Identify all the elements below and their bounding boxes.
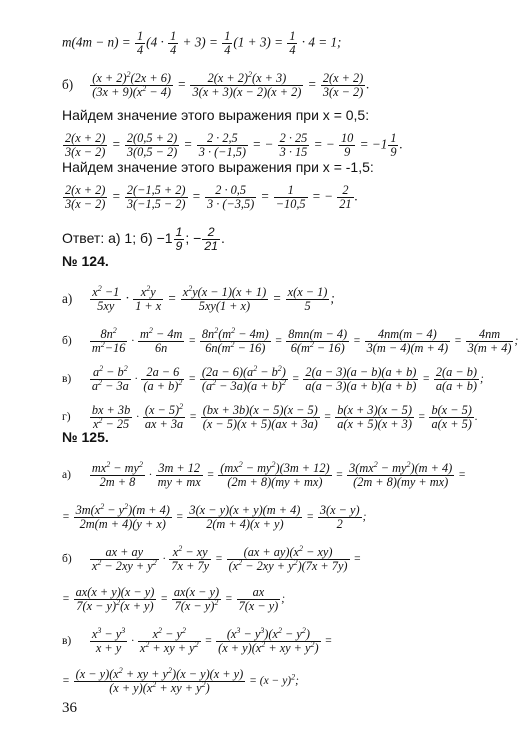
find-value-1: Найдем значение этого выражения при x = 0,5: [62, 107, 370, 123]
problem-124-a: а) $\frac{x^2 -1}{5xy}$ · $\frac{x^2y}{1 + x}$ = $\frac{x^2y(x - 1)(x + 1)}{5xy(1 + x)}$ = $\frac{x(x - 1)}{5}$ ; [62, 283, 335, 313]
problem-125-a-2: = $\frac{3m(x^2 - y^2)(m + 4)}{2m(m + 4)(y + x)}$ = $\frac{3(x - y)(x + y)(m + 4)}{2(m + 4)(x + y)}$ = $\frac{3(x - y)}{2}$ ; [62, 501, 367, 531]
problem-124-heading: № 124. [62, 253, 109, 269]
problem-124-g: г) $\frac{bx + 3b}{x^2 - 25}$ · $\frac{(x - 5)^2}{ax + 3a}$ = $\frac{(bx + 3b)(x - 5)(x - 5)}{(x - 5)(x + 5)(ax + 3a)}$ = $\frac{b(x + 3)(x - 5)}{a(x + 5)(x + 3)}$ = $\frac{b(x - 5)}{a(x + 5)}$ . [62, 401, 478, 431]
answer-line: Ответ: а) 1; б) −1 $\frac{1}{9}$ ; − $\frac{2}{21}$ . [62, 225, 225, 253]
problem-125-v-2: = $\frac{(x - y)(x^2 + xy + y^2)(x - y)(x + y)}{(x + y)(x^2 + xy + y^2)}$ = $(x - y)^2$; [62, 665, 299, 695]
item-label: б) [62, 76, 74, 92]
problem-125-v-1: в) $\frac{x^3 - y^3}{x + y}$ · $\frac{x^2 - y^2}{x^2 + xy + y^2}$ = $\frac{(x^3 - y^3)(x^2 - y^2)}{(x + y)(x^2 + xy + y^2)}$ = [62, 625, 333, 655]
line-m-expression: m(4m − n) = $\frac{1}{4}$ (4 · $\frac{1}{4}$ + 3) = $\frac{1}{4}$ (1 + 3) = $\frac{1}{4}$ · 4 = 1; [62, 29, 342, 57]
calc-line-2: $\frac{2(x + 2)}{3(x - 2)}$ = $\frac{2(-1,5 + 2)}{3(-1,5 - 2)}$ = $\frac{2 \cdot 0,5}{3 \cdot (-3,5)}$ = $\frac{1}{-10,5}$ = − $\frac{2}{21}$ . [65, 183, 358, 211]
find-value-2: Найдем значение этого выражения при x = -1,5: [62, 159, 374, 175]
problem-125-b-1: б) $\frac{ax + ay}{x^2 - 2xy + y^2}$ · $\frac{x^2 - xy}{7x + 7y}$ = $\frac{(ax + ay)(x^2 - xy)}{(x^2 - 2xy + y^2)(7x + 7y)}$ = [62, 543, 362, 573]
calc-line-1: $\frac{2(x + 2)}{3(x - 2)}$ = $\frac{2(0,5 + 2)}{3(0,5 - 2)}$ = $\frac{2 \cdot 2,5}{3 \cdot (-1,5)}$ = − $\frac{2 \cdot 25}{3 \cdot 15}$ = − $\frac{10}{9}$ = −1 $\frac{1}{9}$ . [65, 131, 403, 159]
page-number: 36 [62, 700, 77, 716]
problem-124-b: б) $\frac{8n^2}{m^2-16}$ · $\frac{m^2 - 4m}{6n}$ = $\frac{8n^2(m^2 - 4m)}{6n(m^2 - 16)}$ = $\frac{8mn(m - 4)}{6(m^2 - 16)}$ = $\frac{4nm(m - 4)}{3(m - 4)(m + 4)}$ = $\frac{4nm}{3(m + 4)}$ ; [62, 325, 518, 355]
problem-125-a-1: а) $\frac{mx^2 - my^2}{2m + 8}$ · $\frac{3m + 12}{my + mx}$ = $\frac{(mx^2 - my^2)(3m + 12)}{(2m + 8)(my + mx)}$ = $\frac{3(mx^2 - my^2)(m + 4)}{(2m + 8)(my + mx)}$ = [62, 459, 466, 489]
problem-125-b-2: = $\frac{ax(x + y)(x - y)}{7(x - y)^2(x + y)}$ = $\frac{ax(x - y)}{7(x - y)^2}$ = $\frac{ax}{7(x - y)}$ ; [62, 585, 286, 613]
problem-124-v: в) $\frac{a^2 - b^2}{a^2 - 3a}$ · $\frac{2a - 6}{(a + b)^2}$ = $\frac{(2a - 6)(a^2 - b^2)}{(a^2 - 3a)(a + b)^2}$ = $\frac{2(a - 3)(a - b)(a + b)}{a(a - 3)(a + b)(a + b)}$ = $\frac{2(a - b)}{a(a + b)}$ ; [62, 363, 484, 393]
problem-125-heading: № 125. [62, 429, 109, 445]
line-b-expression: б) $\frac{(x + 2)^2(2x + 6)}{(3x + 9)(x^2 - 4)}$ = $\frac{2(x + 2)^2(x + 3)}{3(x + 3)(x - 2)(x + 2)}$ = $\frac{2(x + 2)}{3(x - 2)}$ . [62, 69, 370, 99]
